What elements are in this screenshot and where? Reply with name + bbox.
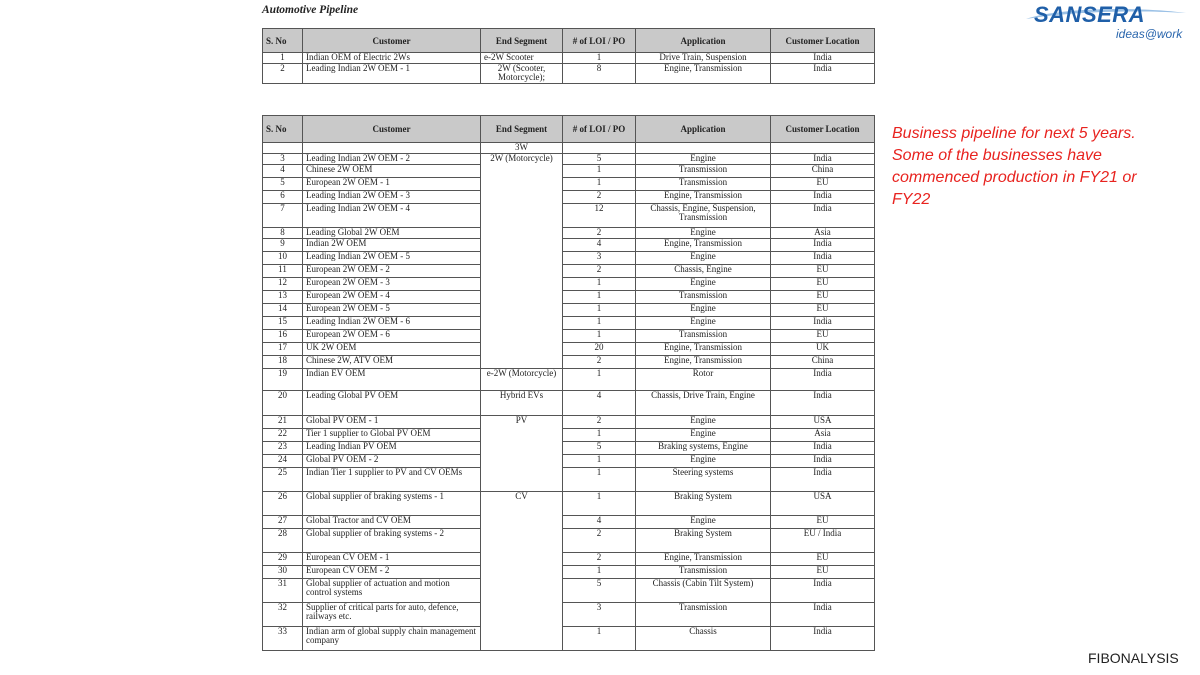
row-loi: 1	[563, 492, 636, 516]
table-row	[263, 228, 875, 239]
table-row	[263, 278, 875, 291]
table-row	[263, 369, 875, 391]
row-loi: 1	[563, 291, 636, 304]
row-sno: 2	[263, 64, 303, 84]
row-loi: 5	[563, 154, 636, 165]
row-location: Asia	[771, 429, 875, 442]
table-row	[263, 468, 875, 492]
row-loi: 12	[563, 204, 636, 228]
row-customer: Leading Indian 2W OEM - 4	[303, 204, 481, 228]
table-row	[263, 304, 875, 317]
row-loi: 1	[563, 468, 636, 492]
row-application: Chassis, Drive Train, Engine	[636, 391, 771, 416]
row-location: India	[771, 468, 875, 492]
row-location: India	[771, 627, 875, 651]
row-location: EU	[771, 330, 875, 343]
row-sno: 28	[263, 529, 303, 553]
row-loi: 1	[563, 278, 636, 291]
row-application: Drive Train, Suspension	[636, 53, 771, 64]
row-sno: 7	[263, 204, 303, 228]
row-loi	[563, 143, 636, 154]
row-customer: European 2W OEM - 5	[303, 304, 481, 317]
row-sno: 31	[263, 579, 303, 603]
row-segment: PV	[481, 416, 563, 492]
row-loi: 1	[563, 178, 636, 191]
table-row	[263, 239, 875, 252]
row-sno: 30	[263, 566, 303, 579]
row-customer: Indian OEM of Electric 2Ws	[303, 53, 481, 64]
table-row	[263, 627, 875, 651]
table-row	[263, 165, 875, 178]
row-application: Engine, Transmission	[636, 356, 771, 369]
row-loi: 1	[563, 627, 636, 651]
row-location: India	[771, 191, 875, 204]
row-application: Braking System	[636, 529, 771, 553]
row-loi: 1	[563, 330, 636, 343]
row-location: India	[771, 239, 875, 252]
row-application: Chassis, Engine	[636, 265, 771, 278]
table-row	[263, 442, 875, 455]
row-customer: Leading Indian 2W OEM - 3	[303, 191, 481, 204]
row-location: EU	[771, 265, 875, 278]
row-application: Chassis, Engine, Suspension, Transmission	[636, 204, 771, 228]
row-sno: 1	[263, 53, 303, 64]
row-segment: e-2W (Motorcycle)	[481, 369, 563, 391]
row-location: Asia	[771, 228, 875, 239]
table-row	[263, 356, 875, 369]
row-customer: Leading Indian 2W OEM - 2	[303, 154, 481, 165]
row-customer: European CV OEM - 1	[303, 553, 481, 566]
pipeline-table-2	[262, 115, 875, 651]
row-customer: Global PV OEM - 1	[303, 416, 481, 429]
row-loi: 1	[563, 317, 636, 330]
table-row	[263, 64, 875, 84]
row-sno: 18	[263, 356, 303, 369]
row-application: Chassis	[636, 627, 771, 651]
row-application: Engine	[636, 304, 771, 317]
header-customer: Customer	[303, 116, 481, 143]
row-sno: 26	[263, 492, 303, 516]
row-sno: 32	[263, 603, 303, 627]
row-loi: 4	[563, 391, 636, 416]
row-sno: 16	[263, 330, 303, 343]
row-application: Engine, Transmission	[636, 553, 771, 566]
table-row	[263, 191, 875, 204]
header-segment: End Segment	[481, 116, 563, 143]
row-application: Braking System	[636, 492, 771, 516]
row-location: India	[771, 442, 875, 455]
row-application: Transmission	[636, 165, 771, 178]
row-sno: 17	[263, 343, 303, 356]
row-customer: Leading Indian 2W OEM - 1	[303, 64, 481, 84]
row-location	[771, 143, 875, 154]
row-sno: 25	[263, 468, 303, 492]
row-loi: 1	[563, 566, 636, 579]
header-loi: # of LOI / PO	[563, 116, 636, 143]
table-row	[263, 178, 875, 191]
row-application: Transmission	[636, 291, 771, 304]
table-row	[263, 553, 875, 566]
row-application: Engine	[636, 516, 771, 529]
row-application: Engine, Transmission	[636, 343, 771, 356]
row-loi: 2	[563, 191, 636, 204]
logo-tagline: ideas@work	[1116, 27, 1183, 41]
header-segment: End Segment	[481, 29, 563, 53]
row-location: EU	[771, 566, 875, 579]
row-sno: 27	[263, 516, 303, 529]
row-segment: 3W	[481, 143, 563, 154]
row-location: India	[771, 391, 875, 416]
table-row	[263, 343, 875, 356]
row-sno: 22	[263, 429, 303, 442]
row-application: Transmission	[636, 330, 771, 343]
table-row	[263, 566, 875, 579]
row-sno: 10	[263, 252, 303, 265]
header-sno: S. No	[263, 29, 303, 53]
row-segment: Hybrid EVs	[481, 391, 563, 416]
row-customer: Global Tractor and CV OEM	[303, 516, 481, 529]
row-customer: Indian 2W OEM	[303, 239, 481, 252]
row-customer: European CV OEM - 2	[303, 566, 481, 579]
row-sno: 6	[263, 191, 303, 204]
row-application: Engine, Transmission	[636, 239, 771, 252]
brand-label: FIBONALYSIS	[1088, 650, 1179, 666]
table-row	[263, 391, 875, 416]
header-application: Application	[636, 116, 771, 143]
table-row	[263, 516, 875, 529]
row-customer: Tier 1 supplier to Global PV OEM	[303, 429, 481, 442]
row-loi: 2	[563, 416, 636, 429]
table-row	[263, 143, 875, 154]
row-loi: 20	[563, 343, 636, 356]
row-location: EU	[771, 291, 875, 304]
row-loi: 8	[563, 64, 636, 84]
row-location: India	[771, 53, 875, 64]
row-segment: 2W (Motorcycle)	[481, 154, 563, 369]
row-sno: 8	[263, 228, 303, 239]
row-location: India	[771, 603, 875, 627]
row-application: Engine, Transmission	[636, 191, 771, 204]
table-row	[263, 291, 875, 304]
row-location: USA	[771, 416, 875, 429]
row-location: USA	[771, 492, 875, 516]
row-application: Engine, Transmission	[636, 64, 771, 84]
table-row	[263, 252, 875, 265]
row-sno: 5	[263, 178, 303, 191]
table-row	[263, 265, 875, 278]
row-loi: 2	[563, 553, 636, 566]
row-sno: 21	[263, 416, 303, 429]
row-customer: Leading Global 2W OEM	[303, 228, 481, 239]
row-sno: 19	[263, 369, 303, 391]
row-location: India	[771, 64, 875, 84]
row-location: India	[771, 369, 875, 391]
row-loi: 3	[563, 603, 636, 627]
row-location: China	[771, 356, 875, 369]
table-row	[263, 579, 875, 603]
row-location: India	[771, 252, 875, 265]
row-application: Braking systems, Engine	[636, 442, 771, 455]
table-title: Automotive Pipeline	[262, 4, 359, 16]
row-customer: European 2W OEM - 3	[303, 278, 481, 291]
row-application: Engine	[636, 455, 771, 468]
row-location: China	[771, 165, 875, 178]
row-sno: 24	[263, 455, 303, 468]
row-location: EU	[771, 516, 875, 529]
table-row	[263, 429, 875, 442]
row-location: India	[771, 579, 875, 603]
row-loi: 1	[563, 165, 636, 178]
row-location: India	[771, 455, 875, 468]
row-loi: 5	[563, 579, 636, 603]
row-customer: Indian EV OEM	[303, 369, 481, 391]
row-customer: European 2W OEM - 1	[303, 178, 481, 191]
row-sno: 3	[263, 154, 303, 165]
row-sno: 12	[263, 278, 303, 291]
row-customer: Leading Indian 2W OEM - 6	[303, 317, 481, 330]
row-application: Steering systems	[636, 468, 771, 492]
header-application: Application	[636, 29, 771, 53]
row-customer: Global supplier of braking systems - 2	[303, 529, 481, 553]
row-application: Chassis (Cabin Tilt System)	[636, 579, 771, 603]
table-row	[263, 317, 875, 330]
row-location: EU	[771, 178, 875, 191]
row-sno	[263, 143, 303, 154]
table-row	[263, 416, 875, 429]
row-sno: 20	[263, 391, 303, 416]
table-row	[263, 204, 875, 228]
row-application: Transmission	[636, 566, 771, 579]
row-loi: 1	[563, 429, 636, 442]
row-application: Engine	[636, 317, 771, 330]
row-sno: 33	[263, 627, 303, 651]
row-application: Rotor	[636, 369, 771, 391]
row-loi: 1	[563, 304, 636, 317]
row-application: Engine	[636, 252, 771, 265]
header-location: Customer Location	[771, 116, 875, 143]
table-row	[263, 603, 875, 627]
row-sno: 23	[263, 442, 303, 455]
table-row	[263, 492, 875, 516]
row-application: Engine	[636, 228, 771, 239]
row-loi: 1	[563, 53, 636, 64]
row-location: India	[771, 317, 875, 330]
row-segment: 2W (Scooter, Motorcycle);	[481, 64, 563, 84]
row-location: EU	[771, 553, 875, 566]
pipeline-note: Business pipeline for next 5 years. Some of the businesses have commenced production in FY21 or FY22	[892, 125, 1137, 208]
header-location: Customer Location	[771, 29, 875, 53]
row-customer: Chinese 2W, ATV OEM	[303, 356, 481, 369]
row-segment: CV	[481, 492, 563, 651]
row-loi: 4	[563, 239, 636, 252]
row-loi: 2	[563, 356, 636, 369]
row-application: Engine	[636, 429, 771, 442]
row-customer: Leading Global PV OEM	[303, 391, 481, 416]
table-row	[263, 154, 875, 165]
row-location: EU	[771, 278, 875, 291]
row-customer: Indian arm of global supply chain management company	[303, 627, 481, 651]
row-sno: 13	[263, 291, 303, 304]
row-location: EU / India	[771, 529, 875, 553]
row-location: EU	[771, 304, 875, 317]
table-row	[263, 529, 875, 553]
row-sno: 4	[263, 165, 303, 178]
row-customer: Supplier of critical parts for auto, defence, railways etc.	[303, 603, 481, 627]
row-customer: UK 2W OEM	[303, 343, 481, 356]
row-customer	[303, 143, 481, 154]
row-customer: Global supplier of braking systems - 1	[303, 492, 481, 516]
row-application: Engine	[636, 154, 771, 165]
table-row	[263, 330, 875, 343]
row-loi: 2	[563, 265, 636, 278]
row-customer: Global supplier of actuation and motion control systems	[303, 579, 481, 603]
header-customer: Customer	[303, 29, 481, 53]
row-customer: Chinese 2W OEM	[303, 165, 481, 178]
row-loi: 3	[563, 252, 636, 265]
pipeline-table-1	[262, 28, 875, 84]
row-segment: e-2W Scooter	[481, 53, 563, 64]
row-location: India	[771, 204, 875, 228]
row-loi: 5	[563, 442, 636, 455]
row-customer: European 2W OEM - 2	[303, 265, 481, 278]
table-row	[263, 53, 875, 64]
row-customer: Leading Indian PV OEM	[303, 442, 481, 455]
row-sno: 14	[263, 304, 303, 317]
row-customer: European 2W OEM - 4	[303, 291, 481, 304]
row-loi: 1	[563, 369, 636, 391]
row-application: Transmission	[636, 603, 771, 627]
row-loi: 2	[563, 529, 636, 553]
row-application: Engine	[636, 278, 771, 291]
row-sno: 11	[263, 265, 303, 278]
row-application: Engine	[636, 416, 771, 429]
row-location: UK	[771, 343, 875, 356]
header-sno: S. No	[263, 116, 303, 143]
row-customer: Global PV OEM - 2	[303, 455, 481, 468]
row-loi: 4	[563, 516, 636, 529]
row-location: India	[771, 154, 875, 165]
header-loi: # of LOI / PO	[563, 29, 636, 53]
table-row	[263, 455, 875, 468]
row-customer: Indian Tier 1 supplier to PV and CV OEMs	[303, 468, 481, 492]
row-sno: 9	[263, 239, 303, 252]
row-sno: 29	[263, 553, 303, 566]
logo-wordmark: SANSERA	[1034, 2, 1146, 27]
row-sno: 15	[263, 317, 303, 330]
row-application: Transmission	[636, 178, 771, 191]
row-application	[636, 143, 771, 154]
row-loi: 1	[563, 455, 636, 468]
row-customer: Leading Indian 2W OEM - 5	[303, 252, 481, 265]
row-customer: European 2W OEM - 6	[303, 330, 481, 343]
row-loi: 2	[563, 228, 636, 239]
